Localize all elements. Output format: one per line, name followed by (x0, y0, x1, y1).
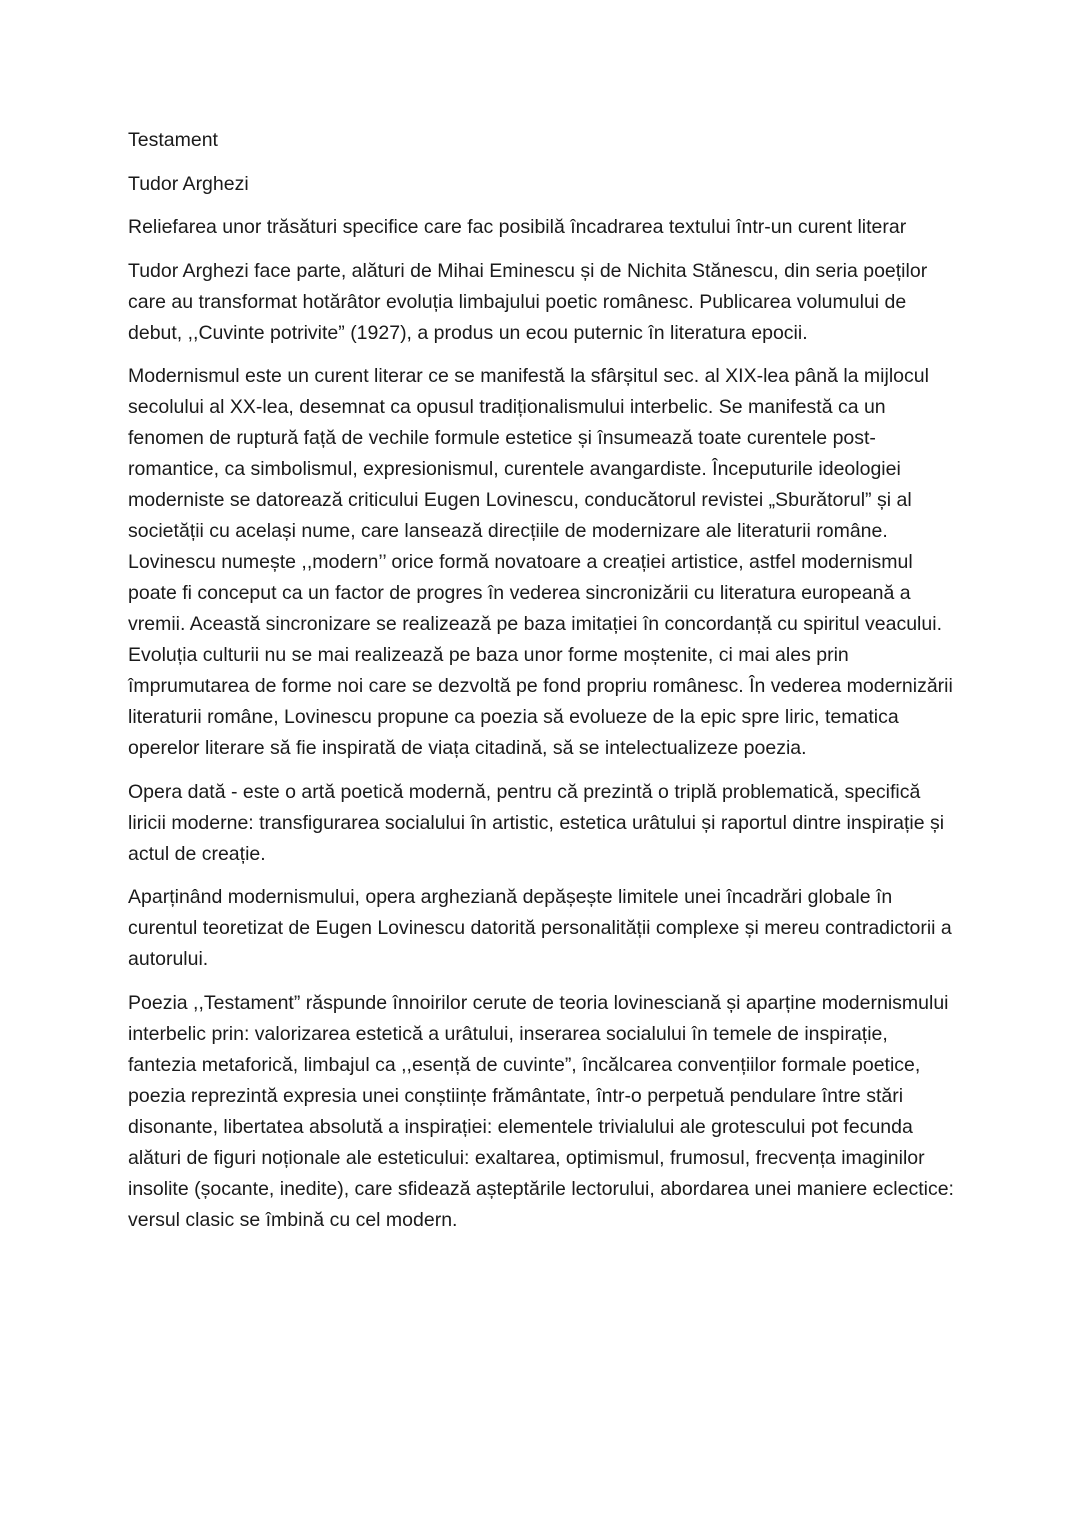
paragraph-intro: Tudor Arghezi face parte, alături de Mihai Eminescu și de Nichita Stănescu, din seria poeților care au transformat hotărâtor evoluția limbajului poetic românesc. Publicarea volumului de debut, ,,Cuvinte potrivite” (1927), a produs un ecou puternic în literatura epocii. (128, 259, 928, 344)
document-page (128, 125, 958, 1248)
paragraph-modernism: Modernismul este un curent literar ce se manifestă la sfârșitul sec. al XIX-lea până la mijlocul secolului al XX-lea, desemnat ca opusul tradiționalismului interbelic. Se manifestă ca un fenomen de ruptură față de vechile formule estetice și însumează toate curentele post-romantice, ca simbolismul, expresionismul, curentele avangardiste. Începuturile ideologiei moderniste se datorează criticului Eugen Lovinescu, conducătorul revistei „Sburătorul” și al societății cu același nume, care lansează direcțiile de modernizare ale literaturii române. Lovinescu numește ,,modern’’ orice formă novatoare a creației artistice, astfel modernismul poate fi conceput ca un factor de progres în vederea sincronizării cu literatura europeană a vremii. Această sincronizare se realizează pe baza imitației în concordanță cu spiritul veacului. Evoluția culturii nu se mai realizează pe baza unor forme moștenite, ci mai ales prin împrumutarea de forme noi care se dezvoltă pe fond propriu românesc. În vederea modernizării literaturii române, Lovinescu propune ca poezia să evolueze de la epic spre liric, tematica operelor literare să fie inspirată de viața citadină, să se intelectualizeze poezia. (128, 365, 953, 759)
paragraph-art-poetica: Opera dată - este o artă poetică modernă, pentru că prezintă o triplă problematică, specifică liricii moderne: transfigurarea socialului în artistic, estetica urâtului și raportul dintre inspirație și actul de creație. (128, 780, 945, 865)
document-subject: Reliefarea unor trăsături specifice care fac posibilă încadrarea textului într-un curent literar (128, 216, 907, 238)
document-author: Tudor Arghezi (128, 172, 249, 195)
document-title: Testament (128, 129, 218, 151)
paragraph-argheziana: Aparținând modernismului, opera argheziană depășește limitele unei încadrări globale în curentul teoretizat de Eugen Lovinescu datorită personalității complexe și mereu contradictorii a autorului. (128, 886, 952, 970)
paragraph-testament: Poezia ,,Testament” răspunde înnoirilor cerute de teoria lovinesciană și aparține modernismului interbelic prin: valorizarea estetică a urâtului, inserarea socialului în temele de inspirație, fantezia metaforică, limbajul ca ,,esență de cuvinte”, încălcarea convențiilor formale poetice, poezia reprezintă expresia unei conștiințe frământate, într-o perpetuă pendulare între stări disonante, libertatea absolută a inspirației: elementele trivialului ale grotescului pot fecunda alături de figuri noționale ale esteticului: exaltarea, optimismul, frumosul, frecvența imaginilor insolite (șocante, inedite), care sfidează așteptările lectorului, abordarea unei maniere eclectice: versul clasic se îmbină cu cel modern. (128, 991, 954, 1231)
